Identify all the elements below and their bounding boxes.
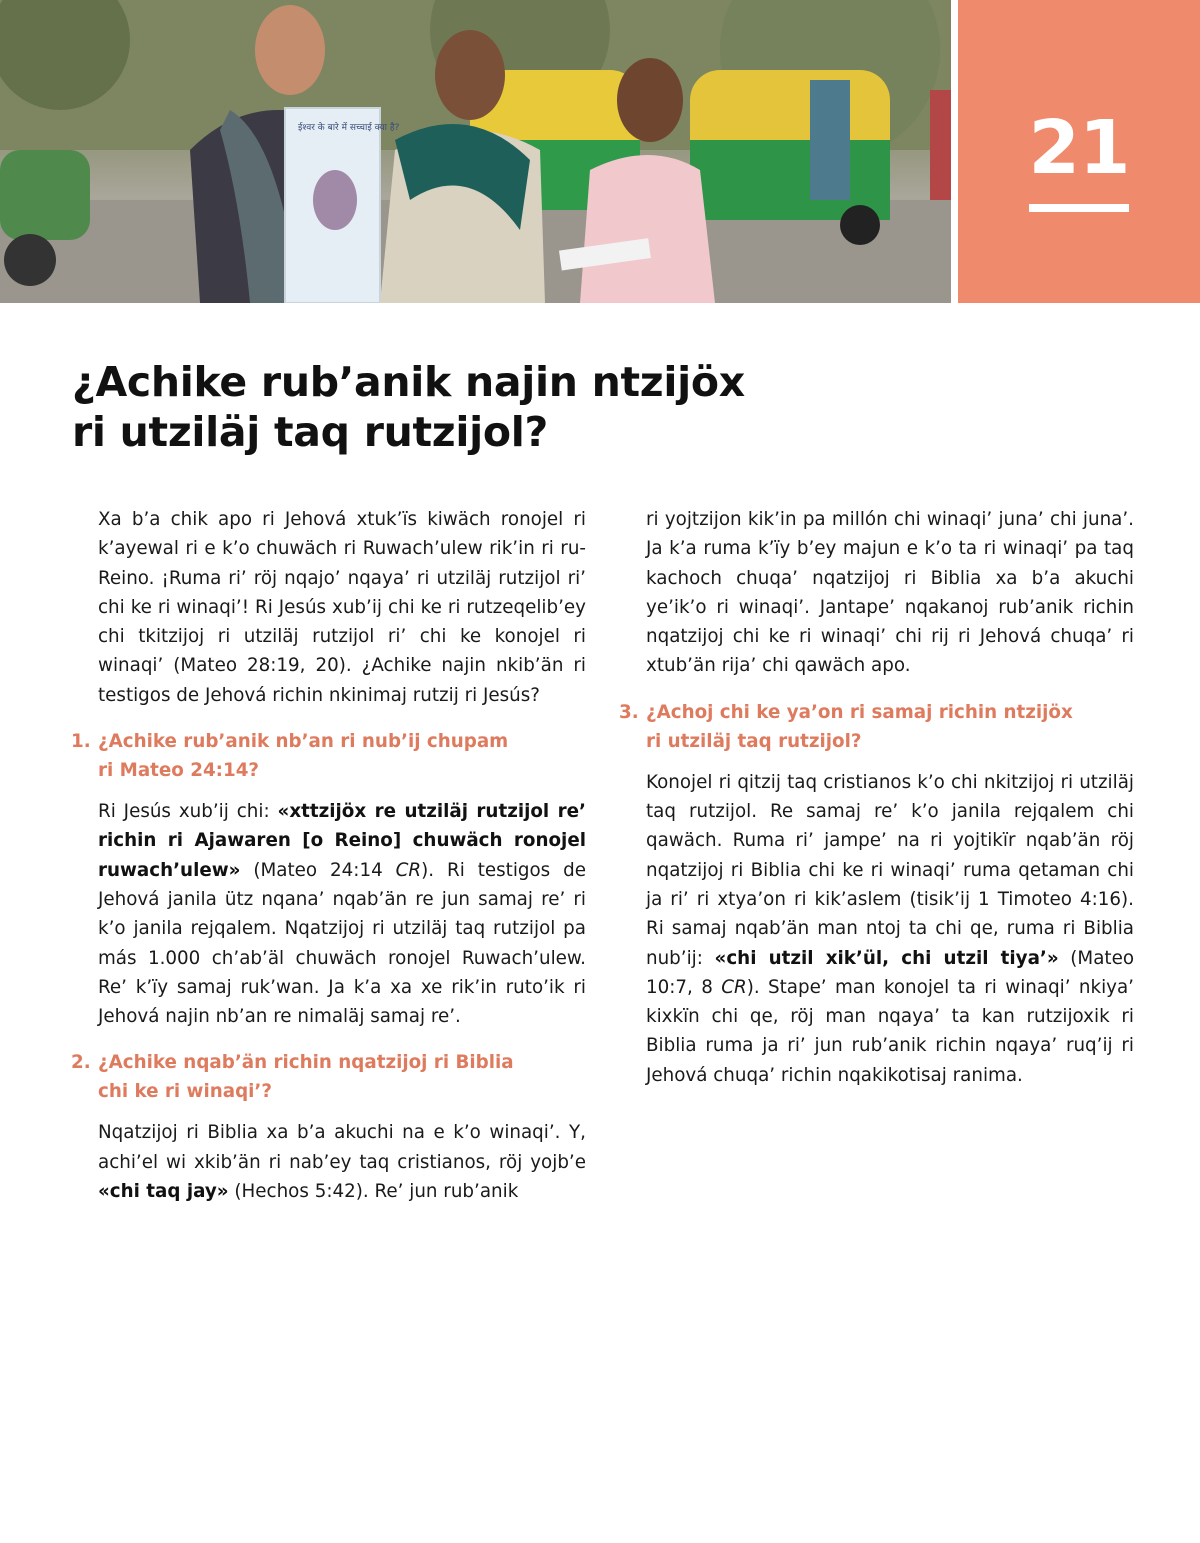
section-1-paragraph <box>98 797 586 1031</box>
section-3-text-b: ). Stape’ man konojel ta ri winaqi’ nkiya’ kixkïn chi qe, röj man nqaya’ ta kan rutzijoxik ri Biblia ruma ja ri’ jun rub’anik richin nqaya’ ruq’ij ri Jehová chuqa’ richin nqakikotisaj ranima. <box>646 976 1134 1086</box>
section-2-text-b-start: (Hechos 5:42). Re’ jun rub’anik <box>234 1181 519 1203</box>
page-title <box>72 357 892 457</box>
section-1-text-a: Ri Jesús xub’ij chi: <box>98 801 270 823</box>
page-title-line2: ri utziläj taq rutzijol? <box>72 408 548 456</box>
rickshaw-right <box>690 70 890 245</box>
section-3-heading-line2: ri utziläj taq rutzijol? <box>646 730 862 752</box>
page-title-line1: ¿Achike rub’anik najin ntzijöx <box>72 358 745 406</box>
section-2-number: 2. <box>71 1052 91 1074</box>
section-2-heading <box>71 1048 586 1106</box>
section-2-text-a: Nqatzijoj ri Biblia xa b’a akuchi na e k’o winaqi’. Y, achi’el wi xkib’än ri nab’ey taq cristianos, röj yojb’e <box>98 1122 586 1173</box>
section-3-reference: (Mateo 10:7, 8 <box>646 947 1135 998</box>
section-1-heading-line2: ri Mateo 24:14? <box>98 760 260 782</box>
section-1-heading-line1: ¿Achike rub’anik nb’an ri nub’ij chupam <box>98 731 509 753</box>
street-scene-illustration <box>0 0 951 303</box>
section-2-heading-line1: ¿Achike nqab’än richin nqatzijoj ri Biblia <box>98 1052 514 1074</box>
section-1-reference-version: CR <box>395 859 422 881</box>
section-1-text-b: ). Ri testigos de Jehová janila ütz nqana’ nqab’än re jun samaj re’ ri k’o janila rejqalem. Nqatzijoj ri utziläj taq rutzijol pa más 1.000 ch’ab’äl chuwäch ronojel Ruwach’ulew. Re’ k’ïy samaj ruk’wan. Ja k’a xa xe rik’in ruto’ik ri Jehová najin nb’an re nimaläj samaj re’. <box>98 859 586 1028</box>
section-3-paragraph <box>646 768 1134 1090</box>
section-3-text-a: Konojel ri qitzij taq cristianos k’o chi nkitzijoj ri utziläj taq rutzijol. Re samaj re’ k’o janila rejqalem chi qawäch. Ruma ri’ jampe’ na ri yojtikïr nqab’än röj nqatzijoj ri Biblia chi ke ri winaqi’ ruma qetaman chi ja ri’ ri xtya’on ri kik’aslem (tisik’ij 1 Timoteo 4:16). Ri samaj nqab’än man ntoj ta chi qe, ruma ri Biblia nub’ij: <box>646 771 1134 969</box>
section-1-reference: (Mateo 24:14 <box>253 859 383 881</box>
section-1-number: 1. <box>71 731 91 753</box>
section-2-heading-line2: chi ke ri winaqi’? <box>98 1081 272 1103</box>
section-3-number: 3. <box>619 701 639 723</box>
section-2-paragraph-continued <box>646 505 1134 681</box>
section-3-heading-line1: ¿Achoj chi ke ya’on ri samaj richin ntzijöx <box>646 701 1073 723</box>
intro-paragraph: Xa b’a chik apo ri Jehová xtuk’ïs kiwäch ronojel ri k’ayewal ri e k’o chuwäch ri Ruwach’ulew rik’in ri ru-Reino. ¡Ruma ri’ röj nqajo’ nqaya’ ri utziläj rutzijol ri’ chi ke ri winaqi’! Ri Jesús xub’ij chi ke ri rutzeqelib’ey chi tkitzijoj ri utziläj rutzijol ri’ chi ke konojel ri winaqi’ (Mateo 28:19, 20). ¿Achike najin nkib’än ri testigos de Jehová richin nkinimaj rutzij ri Jesús? <box>98 509 586 706</box>
lesson-number-underline <box>1029 204 1129 212</box>
lesson-number-box <box>958 0 1200 303</box>
section-2-quote: «chi taq jay» <box>98 1181 229 1203</box>
lesson-number: 21 <box>1028 105 1130 191</box>
poster-sign-text: ईश्वर के बारे में सच्चाई क्या है? <box>298 123 400 133</box>
section-2-paragraph-start <box>98 1118 586 1206</box>
right-column <box>619 505 1135 1090</box>
left-column <box>71 505 586 1206</box>
section-1-heading <box>71 727 586 785</box>
section-2-text-b-continued: ri yojtzijon kik’in pa millón chi winaqi’ juna’ chi juna’. Ja k’a ruma k’ïy b’ey majun e k’o ta ri winaqi’ pa taq kachoch chuqa’ nqatzijoj ri Biblia xa b’a akuchi ye’ik’o ri winaqi’. Jantape’ nqakanoj rub’anik richin nqatzijoj chi ke ri winaqi’ chi rij ri Jehová chuqa’ ri xtub’än rija’ chi qawäch apo. <box>646 509 1134 677</box>
section-3-quote: «chi utzil xik’ül, chi utzil tiya’» <box>714 947 1059 969</box>
section-3-reference-version: CR <box>721 976 747 998</box>
section-3-heading <box>619 698 1134 756</box>
section-1-quote: «xttzijöx re utziläj rutzijol re’ richin ri Ajawaren [o Reino] chuwäch ronojel ruwach’ulew» <box>98 801 586 881</box>
header-photo <box>0 0 951 303</box>
